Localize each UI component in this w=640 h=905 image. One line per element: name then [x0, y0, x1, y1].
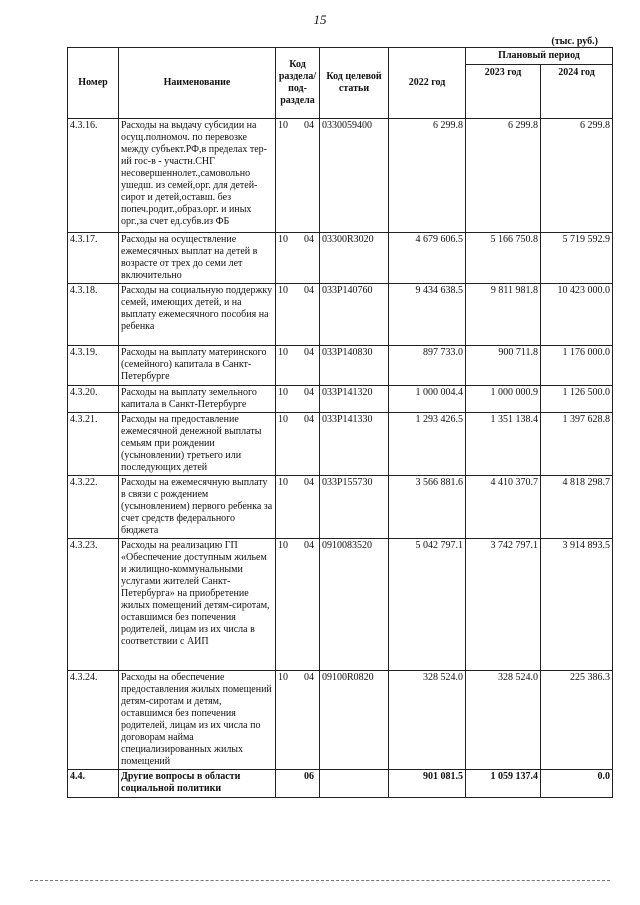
row-2024-value: 4 818 298.7 [541, 476, 613, 539]
row-number: 4.3.23. [68, 539, 119, 671]
table-row [68, 233, 613, 284]
row-subsection: 04 [304, 120, 314, 131]
row-name: Расходы на выплату земельного капитала в Санкт-Петербурге [119, 386, 276, 413]
row-2024-value: 6 299.8 [541, 119, 613, 233]
row-article-code [320, 770, 389, 798]
row-2024-value: 5 719 592.9 [541, 233, 613, 284]
row-number: 4.3.19. [68, 346, 119, 386]
row-article-code: 09100R0820 [320, 671, 389, 770]
row-2024-value: 1 397 628.8 [541, 413, 613, 476]
row-section-code [276, 539, 320, 671]
row-2023-value: 328 524.0 [466, 671, 541, 770]
table-row [68, 119, 613, 233]
header-year-2022: 2022 год [389, 48, 466, 119]
row-section-code [276, 233, 320, 284]
row-number: 4.3.17. [68, 233, 119, 284]
row-subsection: 04 [304, 540, 314, 551]
row-name: Расходы на ежемесячную выплату в связи с рождением (усыновлением) первого ребенка за счет средств федерального бюджета [119, 476, 276, 539]
row-2023-value: 1 059 137.4 [466, 770, 541, 798]
table-row [68, 539, 613, 671]
row-2023-value: 4 410 370.7 [466, 476, 541, 539]
row-section: 10 [278, 285, 288, 296]
row-number: 4.3.20. [68, 386, 119, 413]
budget-table [67, 47, 613, 798]
row-subsection: 04 [304, 347, 314, 358]
row-article-code: 033P140760 [320, 284, 389, 346]
row-2024-value: 10 423 000.0 [541, 284, 613, 346]
table-row [68, 413, 613, 476]
row-2024-value: 1 126 500.0 [541, 386, 613, 413]
header-section-code: Код раздела/ под-раздела [276, 48, 320, 119]
row-section: 10 [278, 540, 288, 551]
row-2023-value: 9 811 981.8 [466, 284, 541, 346]
header-number: Номер [68, 48, 119, 119]
row-number: 4.3.24. [68, 671, 119, 770]
row-2022-value: 1 000 004.4 [389, 386, 466, 413]
row-article-code: 033P141320 [320, 386, 389, 413]
row-name: Другие вопросы в области социальной политики [119, 770, 276, 798]
row-2023-value: 1 351 138.4 [466, 413, 541, 476]
row-section-code [276, 770, 320, 798]
row-number: 4.3.18. [68, 284, 119, 346]
row-article-code: 033P141330 [320, 413, 389, 476]
row-number: 4.3.21. [68, 413, 119, 476]
row-section-code [276, 119, 320, 233]
row-subsection: 04 [304, 414, 314, 425]
row-article-code: 0910083520 [320, 539, 389, 671]
row-section-code [276, 671, 320, 770]
row-2022-value: 328 524.0 [389, 671, 466, 770]
row-article-code: 03300R3020 [320, 233, 389, 284]
row-subsection: 04 [304, 387, 314, 398]
row-section: 10 [278, 672, 288, 683]
row-name: Расходы на обеспечение предоставления жилых помещений детям-сиротам и детям, оставшимся без попечения родителей, лицам из их числа по договорам найма специализированных жилых помещений [119, 671, 276, 770]
row-2023-value: 1 000 000.9 [466, 386, 541, 413]
row-name: Расходы на выплату материнского (семейного) капитала в Санкт-Петербурге [119, 346, 276, 386]
row-name: Расходы на осуществление ежемесячных выплат на детей в возрасте от трех до семи лет включительно [119, 233, 276, 284]
row-2023-value: 3 742 797.1 [466, 539, 541, 671]
row-number: 4.3.22. [68, 476, 119, 539]
table-body [68, 119, 613, 798]
row-2024-value: 1 176 000.0 [541, 346, 613, 386]
row-section: 10 [278, 234, 288, 245]
table-row [68, 671, 613, 770]
row-2022-value: 5 042 797.1 [389, 539, 466, 671]
row-subsection: 04 [304, 477, 314, 488]
table-row-total [68, 770, 613, 798]
row-article-code: 033P140830 [320, 346, 389, 386]
row-article-code: 033P155730 [320, 476, 389, 539]
row-section: 10 [278, 347, 288, 358]
row-2022-value: 6 299.8 [389, 119, 466, 233]
row-2023-value: 6 299.8 [466, 119, 541, 233]
header-year-2023: 2023 год [466, 65, 541, 119]
row-name: Расходы на реализацию ГП «Обеспечение доступным жильем и жилищно-коммунальными услугами жителей Санкт-Петербурга» на приобретение жилых помещений детям-сиротам, оставшимся без попечения родителей, лицам из их числа в соответствии с АИП [119, 539, 276, 671]
row-subsection: 04 [304, 234, 314, 245]
table-header [68, 48, 613, 119]
row-2024-value: 0.0 [541, 770, 613, 798]
row-section: 10 [278, 120, 288, 131]
row-article-code: 0330059400 [320, 119, 389, 233]
row-name: Расходы на предоставление ежемесячной денежной выплаты семьям при рождении (усыновлении) третьего или последующих детей [119, 413, 276, 476]
row-section-code [276, 386, 320, 413]
row-section: 10 [278, 477, 288, 488]
row-2022-value: 901 081.5 [389, 770, 466, 798]
table-row [68, 386, 613, 413]
row-2022-value: 3 566 881.6 [389, 476, 466, 539]
row-name: Расходы на социальную поддержку семей, имеющих детей, и на выплату ежемесячного пособия на ребенка [119, 284, 276, 346]
row-section-code [276, 284, 320, 346]
row-2022-value: 897 733.0 [389, 346, 466, 386]
table-row [68, 346, 613, 386]
table-row [68, 476, 613, 539]
header-name: Наименование [119, 48, 276, 119]
row-name: Расходы на выдачу субсидии на осущ.полномоч. по перевозке между субъект.РФ,в пределах тер-ий гос-в - участн.СНГ несовершеннолет.,самовольно ушедш. из семей,орг. для детей-сирот и детей,оставш. без попеч.родит.,образ.орг. и иных орг.,за счет ед.субв.из ФБ [119, 119, 276, 233]
row-2022-value: 9 434 638.5 [389, 284, 466, 346]
row-section: 10 [278, 414, 288, 425]
header-planned-period: Плановый период [466, 48, 613, 65]
row-number: 4.3.16. [68, 119, 119, 233]
row-2023-value: 5 166 750.8 [466, 233, 541, 284]
row-2024-value: 3 914 893.5 [541, 539, 613, 671]
row-subsection: 04 [304, 285, 314, 296]
row-2022-value: 4 679 606.5 [389, 233, 466, 284]
row-section-code [276, 476, 320, 539]
row-2023-value: 900 711.8 [466, 346, 541, 386]
header-article-code: Код целевой статьи [320, 48, 389, 119]
page-number: 15 [313, 12, 327, 27]
row-2022-value: 1 293 426.5 [389, 413, 466, 476]
row-2024-value: 225 386.3 [541, 671, 613, 770]
row-subsection: 04 [304, 672, 314, 683]
table-row [68, 284, 613, 346]
row-section: 10 [278, 387, 288, 398]
unit-note: (тыс. руб.) [551, 36, 598, 47]
row-section-code [276, 413, 320, 476]
row-section-code [276, 346, 320, 386]
header-year-2024: 2024 год [541, 65, 613, 119]
row-number: 4.4. [68, 770, 119, 798]
footer-rule [30, 880, 610, 881]
row-subsection: 06 [304, 771, 314, 782]
